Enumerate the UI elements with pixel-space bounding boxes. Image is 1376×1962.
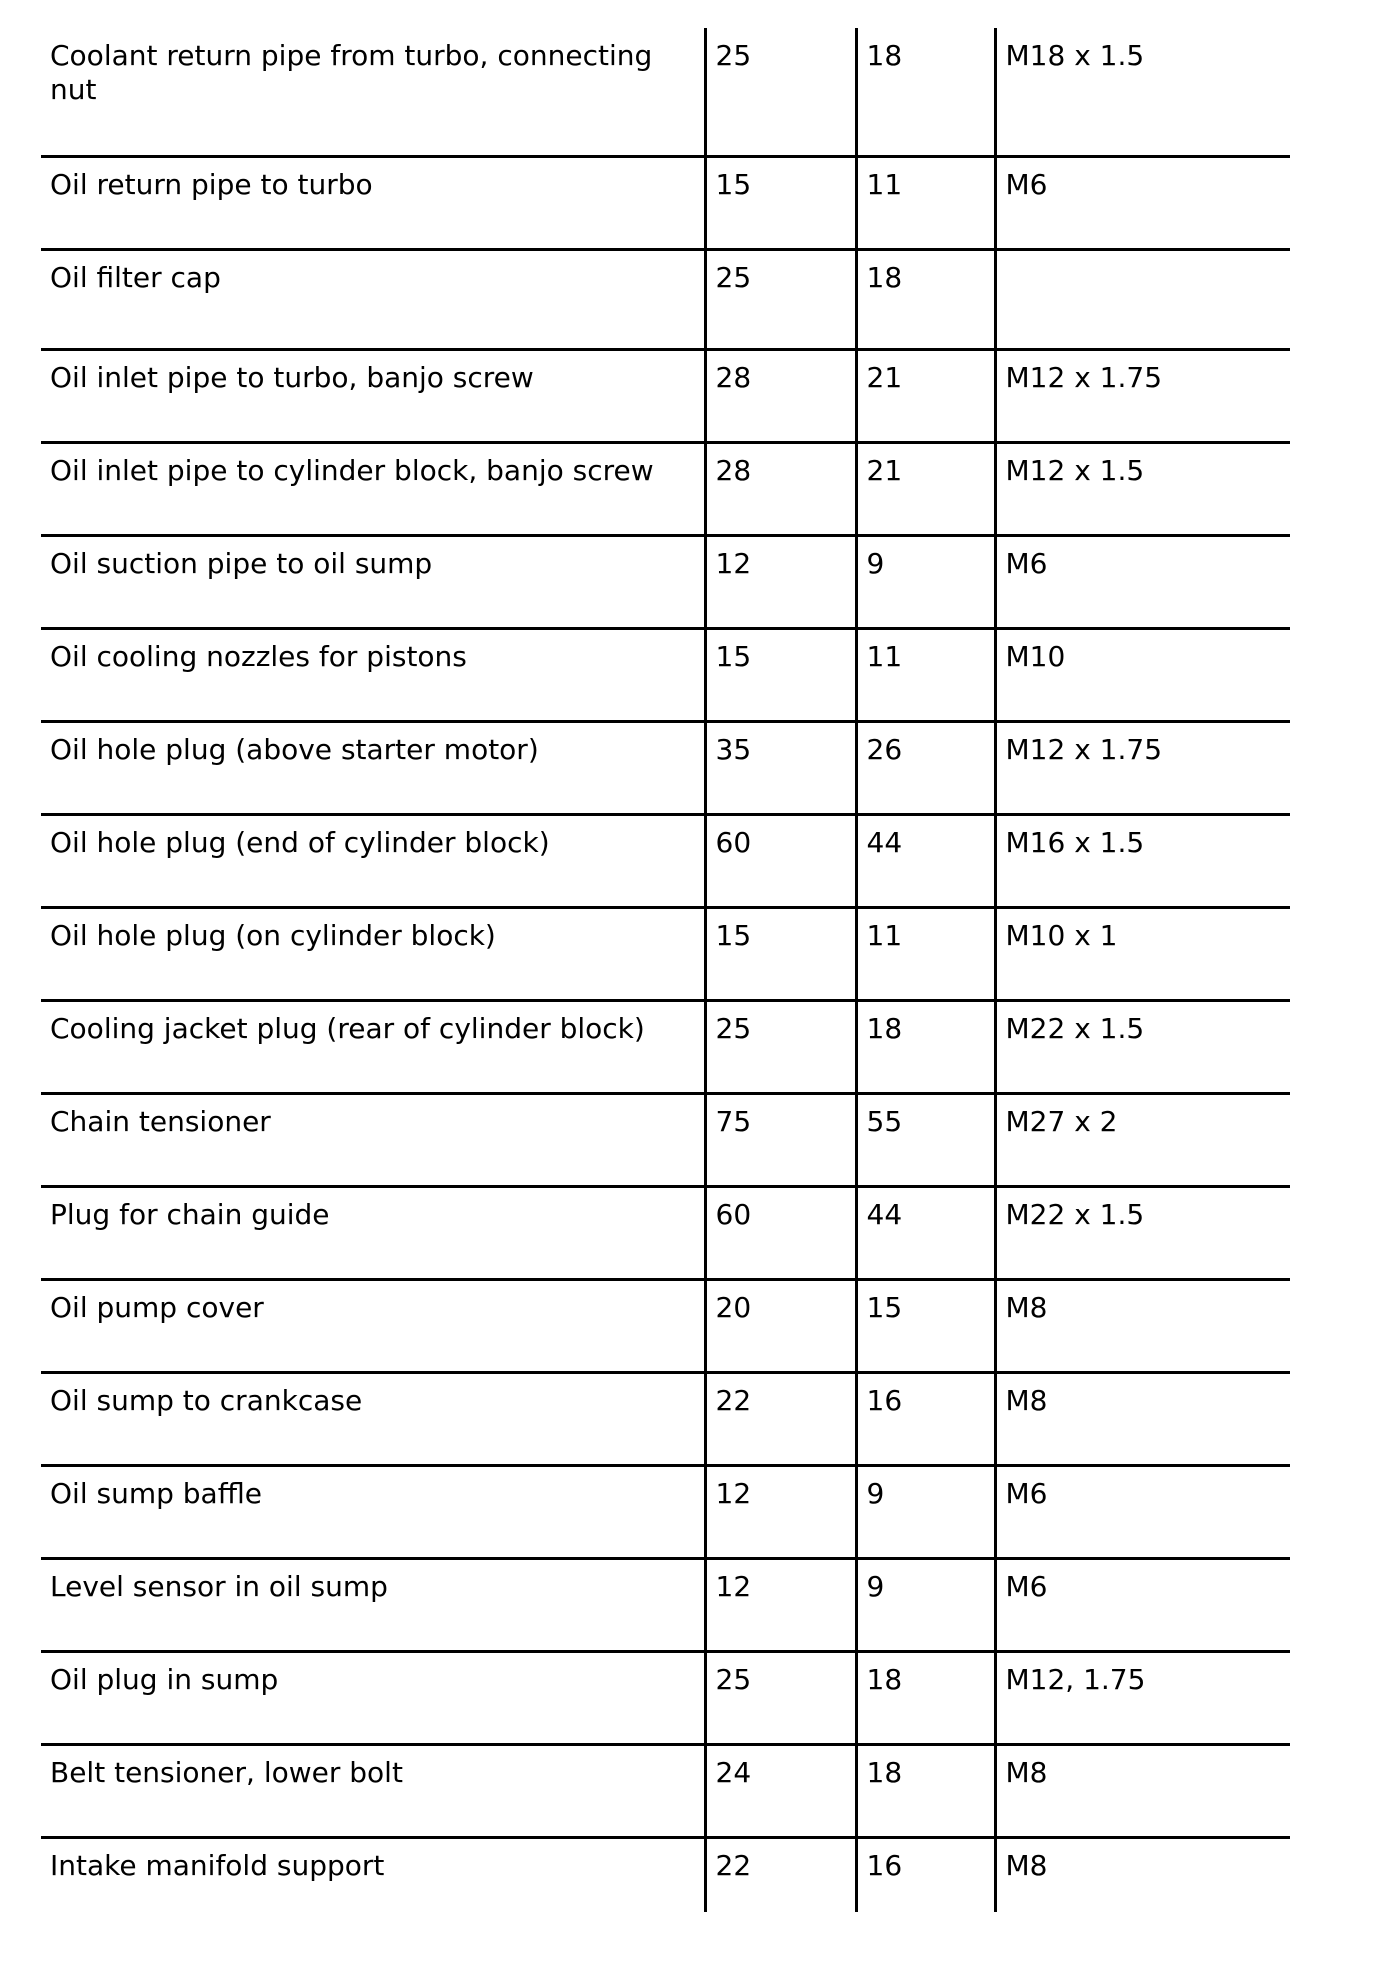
table-row	[41, 814, 1290, 907]
row-thread-size: M12 x 1.75	[995, 349, 1290, 442]
row-thread-size: M8	[995, 1372, 1290, 1465]
row-thread-size	[995, 249, 1290, 349]
table-row	[41, 1465, 1290, 1558]
row-description: Oil hole plug (above starter motor)	[41, 721, 705, 814]
table-row	[41, 535, 1290, 628]
row-description: Oil hole plug (end of cylinder block)	[41, 814, 705, 907]
row-torque-nm: 12	[705, 1465, 856, 1558]
row-description: Oil cooling nozzles for pistons	[41, 628, 705, 721]
row-torque-lbf-ft: 9	[856, 535, 995, 628]
row-torque-nm: 15	[705, 156, 856, 249]
row-description: Cooling jacket plug (rear of cylinder block)	[41, 1000, 705, 1093]
row-torque-lbf-ft: 11	[856, 156, 995, 249]
table-row	[41, 1000, 1290, 1093]
table-row	[41, 721, 1290, 814]
row-torque-lbf-ft: 9	[856, 1558, 995, 1651]
row-torque-lbf-ft: 21	[856, 442, 995, 535]
row-thread-size: M16 x 1.5	[995, 814, 1290, 907]
table-row	[41, 442, 1290, 535]
row-torque-lbf-ft: 18	[856, 28, 995, 156]
table-row	[41, 1279, 1290, 1372]
row-torque-nm: 25	[705, 28, 856, 156]
row-torque-nm: 15	[705, 628, 856, 721]
row-torque-nm: 15	[705, 907, 856, 1000]
row-torque-nm: 28	[705, 442, 856, 535]
row-thread-size: M6	[995, 1465, 1290, 1558]
row-torque-nm: 25	[705, 1651, 856, 1744]
row-torque-nm: 28	[705, 349, 856, 442]
table-row	[41, 1651, 1290, 1744]
row-torque-lbf-ft: 16	[856, 1372, 995, 1465]
table-row	[41, 1837, 1290, 1912]
row-torque-lbf-ft: 18	[856, 1744, 995, 1837]
row-thread-size: M27 x 2	[995, 1093, 1290, 1186]
row-description: Oil hole plug (on cylinder block)	[41, 907, 705, 1000]
row-torque-nm: 22	[705, 1837, 856, 1912]
row-description: Oil return pipe to turbo	[41, 156, 705, 249]
row-torque-nm: 35	[705, 721, 856, 814]
table-row	[41, 628, 1290, 721]
table-row	[41, 28, 1290, 156]
row-torque-lbf-ft: 18	[856, 249, 995, 349]
row-torque-nm: 22	[705, 1372, 856, 1465]
table-row	[41, 249, 1290, 349]
row-torque-lbf-ft: 11	[856, 907, 995, 1000]
row-torque-nm: 75	[705, 1093, 856, 1186]
row-torque-nm: 20	[705, 1279, 856, 1372]
table-row	[41, 1186, 1290, 1279]
row-description: Coolant return pipe from turbo, connecting nut	[41, 28, 705, 156]
row-torque-nm: 25	[705, 1000, 856, 1093]
row-torque-lbf-ft: 18	[856, 1000, 995, 1093]
row-thread-size: M10 x 1	[995, 907, 1290, 1000]
row-torque-lbf-ft: 44	[856, 1186, 995, 1279]
row-thread-size: M22 x 1.5	[995, 1000, 1290, 1093]
row-description: Plug for chain guide	[41, 1186, 705, 1279]
row-thread-size: M8	[995, 1279, 1290, 1372]
row-torque-nm: 12	[705, 1558, 856, 1651]
row-torque-lbf-ft: 18	[856, 1651, 995, 1744]
row-torque-nm: 60	[705, 1186, 856, 1279]
row-description: Oil filter cap	[41, 249, 705, 349]
row-thread-size: M12 x 1.75	[995, 721, 1290, 814]
torque-specification-table	[41, 28, 1290, 1912]
row-torque-lbf-ft: 16	[856, 1837, 995, 1912]
row-torque-nm: 60	[705, 814, 856, 907]
row-description: Oil inlet pipe to cylinder block, banjo screw	[41, 442, 705, 535]
row-thread-size: M6	[995, 535, 1290, 628]
row-torque-lbf-ft: 11	[856, 628, 995, 721]
row-torque-lbf-ft: 15	[856, 1279, 995, 1372]
row-description: Level sensor in oil sump	[41, 1558, 705, 1651]
row-torque-lbf-ft: 26	[856, 721, 995, 814]
row-thread-size: M12, 1.75	[995, 1651, 1290, 1744]
table-row	[41, 156, 1290, 249]
row-description: Chain tensioner	[41, 1093, 705, 1186]
table-row	[41, 1093, 1290, 1186]
row-torque-lbf-ft: 21	[856, 349, 995, 442]
row-torque-lbf-ft: 44	[856, 814, 995, 907]
row-thread-size: M12 x 1.5	[995, 442, 1290, 535]
table-row	[41, 907, 1290, 1000]
row-description: Oil sump baffle	[41, 1465, 705, 1558]
row-torque-nm: 25	[705, 249, 856, 349]
row-thread-size: M6	[995, 1558, 1290, 1651]
row-thread-size: M22 x 1.5	[995, 1186, 1290, 1279]
row-thread-size: M10	[995, 628, 1290, 721]
row-thread-size: M18 x 1.5	[995, 28, 1290, 156]
row-description: Oil inlet pipe to turbo, banjo screw	[41, 349, 705, 442]
row-description: Belt tensioner, lower bolt	[41, 1744, 705, 1837]
table-row	[41, 1558, 1290, 1651]
row-thread-size: M6	[995, 156, 1290, 249]
row-description: Oil sump to crankcase	[41, 1372, 705, 1465]
row-description: Oil plug in sump	[41, 1651, 705, 1744]
row-torque-lbf-ft: 55	[856, 1093, 995, 1186]
table-row	[41, 349, 1290, 442]
row-torque-nm: 24	[705, 1744, 856, 1837]
row-torque-lbf-ft: 9	[856, 1465, 995, 1558]
row-thread-size: M8	[995, 1837, 1290, 1912]
row-description: Oil pump cover	[41, 1279, 705, 1372]
row-thread-size: M8	[995, 1744, 1290, 1837]
table-row	[41, 1744, 1290, 1837]
row-description: Oil suction pipe to oil sump	[41, 535, 705, 628]
row-description: Intake manifold support	[50, 1848, 385, 1882]
row-torque-nm: 12	[705, 535, 856, 628]
table-row	[41, 1372, 1290, 1465]
